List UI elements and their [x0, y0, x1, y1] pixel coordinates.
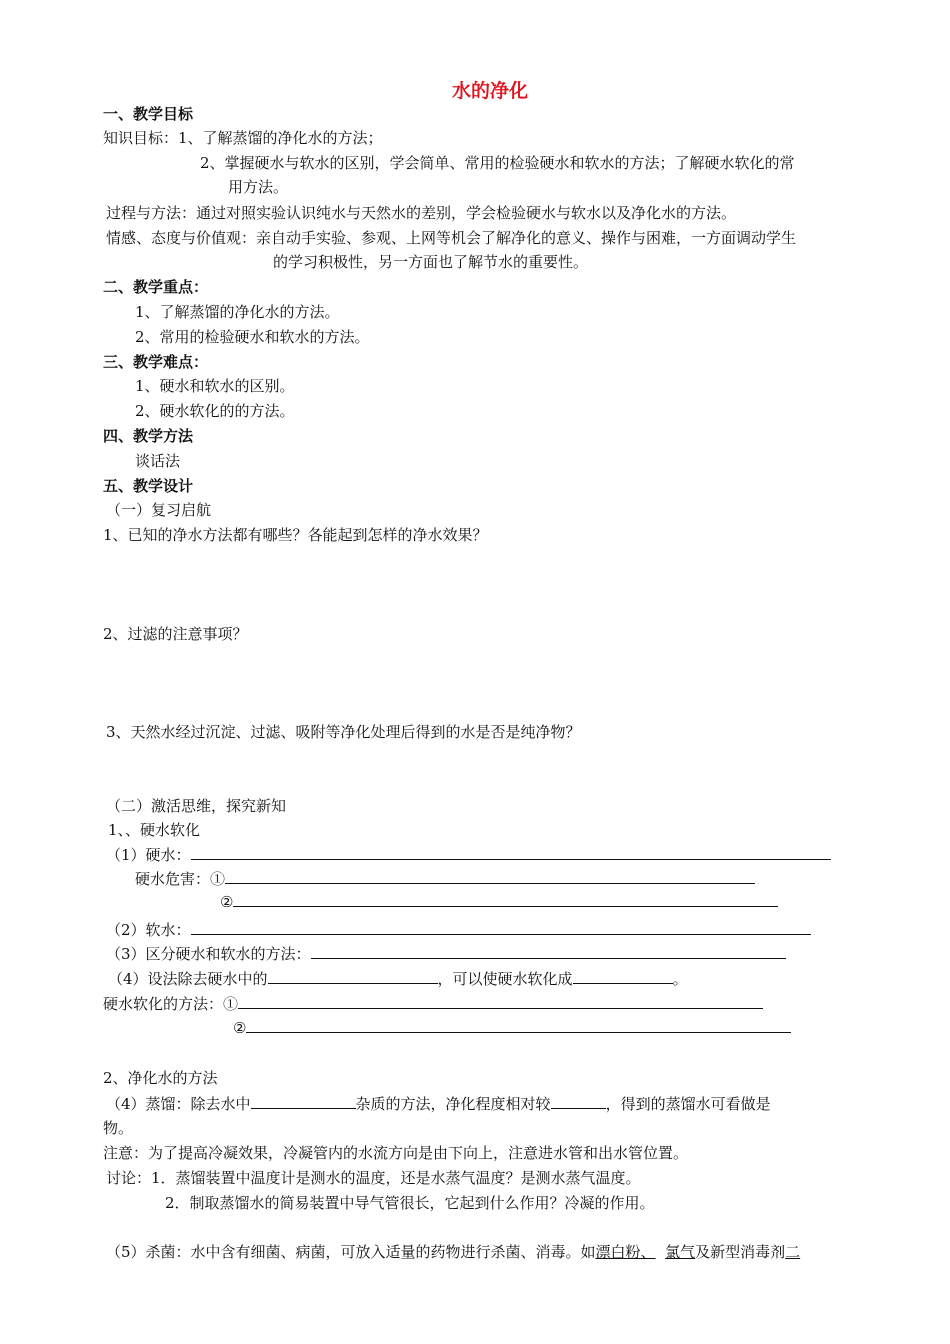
fill-label: （1）硬水： — [106, 846, 191, 864]
fill-label: ，可以使硬水软化成 — [437, 970, 573, 988]
section-heading: 四、教学方法 — [103, 427, 194, 445]
fill-row — [220, 892, 778, 912]
list-item: 2、常用的检验硬水和软水的方法。 — [135, 328, 370, 346]
answer-blank[interactable] — [233, 892, 778, 907]
answer-blank[interactable] — [238, 994, 763, 1009]
subsection-title: （二）激活思维，探究新知 — [106, 797, 287, 815]
fill-label: （4）蒸馏：除去水中 — [106, 1095, 251, 1113]
fill-label: （3）区分硬水和软水的方法： — [106, 945, 311, 963]
section-heading: 五、教学设计 — [103, 477, 194, 495]
subsection-title: （一）复习启航 — [106, 501, 212, 519]
underlined-answer: 漂白粉、 — [595, 1243, 656, 1261]
underlined-answer: 二 — [785, 1243, 801, 1261]
fill-row — [106, 944, 786, 964]
answer-blank[interactable] — [551, 1094, 606, 1109]
answer-blank[interactable] — [573, 969, 673, 984]
answer-blank[interactable] — [225, 869, 755, 884]
knowledge-goal — [103, 128, 383, 148]
answer-blank[interactable] — [191, 845, 831, 860]
goal-item: 1、了解蒸馏的净化水的方法； — [178, 129, 383, 147]
discussion: 2．制取蒸馏水的简易装置中导气管很长，它起到什么作用？冷凝的作用。 — [165, 1194, 655, 1212]
topic-title: 1、、硬水软化 — [108, 821, 201, 839]
answer-blank[interactable] — [251, 1094, 356, 1109]
question: 3、天然水经过沉淀、过滤、吸附等净化处理后得到的水是否是纯净物？ — [106, 723, 581, 741]
list-item: 谈话法 — [135, 452, 181, 470]
fill-label: 硬水危害：① — [135, 870, 226, 888]
emotion-goal-cont: 的学习积极性，另一方面也了解节水的重要性。 — [273, 253, 589, 271]
fill-row — [135, 869, 755, 889]
list-item: 2、硬水软化的的方法。 — [135, 402, 295, 420]
fill-row — [233, 1018, 791, 1038]
goal-item-cont: 用方法。 — [228, 178, 289, 196]
note: 注意：为了提高冷凝效果，冷凝管内的水流方向是由下向上，注意进水管和出水管位置。 — [103, 1144, 689, 1162]
list-item: 1、了解蒸馏的净化水的方法。 — [135, 303, 340, 321]
fill-row — [106, 920, 811, 940]
section-heading: 三、教学难点： — [103, 353, 209, 371]
fill-label: 硬水软化的方法：① — [103, 995, 239, 1013]
fill-row-cont: 物。 — [103, 1119, 134, 1137]
fill-label: （5）杀菌：水中含有细菌、病菌，可放入适量的药物进行杀菌、消毒。如 — [106, 1243, 596, 1261]
page-title: 水的净化 — [451, 80, 528, 102]
fill-row — [106, 1094, 771, 1114]
section-heading: 一、教学目标 — [103, 105, 194, 123]
fill-label: ② — [233, 1019, 247, 1037]
answer-blank[interactable] — [311, 944, 786, 959]
fill-label: （4）设法除去硬水中的 — [108, 970, 268, 988]
section-heading: 二、教学重点： — [103, 278, 209, 296]
fill-row — [106, 845, 831, 865]
fill-label: 。 — [672, 970, 688, 988]
fill-label: （2）软水： — [106, 921, 191, 939]
fill-label: ② — [220, 893, 234, 911]
question: 1、已知的净水方法都有哪些？各能起到怎样的净水效果？ — [103, 526, 488, 544]
underlined-answer: 氯气 — [665, 1243, 696, 1261]
emotion-goal: 情感、态度与价值观：亲自动手实验、参观、上网等机会了解净化的意义、操作与困难，一方面调动学生 — [106, 229, 797, 247]
knowledge-label: 知识目标： — [103, 129, 179, 147]
fill-label: 及新型消毒剂 — [695, 1243, 786, 1261]
answer-blank[interactable] — [246, 1018, 791, 1033]
question: 2、过滤的注意事项？ — [103, 625, 248, 643]
answer-blank[interactable] — [268, 969, 438, 984]
fill-row — [108, 969, 688, 989]
topic-title: 2、净化水的方法 — [103, 1069, 218, 1087]
answer-blank[interactable] — [191, 920, 811, 935]
discussion: 讨论：1．蒸馏装置中温度计是测水的温度，还是水蒸气温度？是测水蒸气温度。 — [106, 1169, 641, 1187]
fill-label: 杂质的方法，净化程度相对较 — [355, 1095, 551, 1113]
sterilize-row — [106, 1242, 800, 1262]
process-goal: 过程与方法：通过对照实验认识纯水与天然水的差别，学会检验硬水与软水以及净化水的方法。 — [106, 204, 737, 222]
list-item: 1、硬水和软水的区别。 — [135, 377, 295, 395]
fill-label: ，得到的蒸馏水可看做是 — [605, 1095, 771, 1113]
goal-item: 2、掌握硬水与软水的区别，学会简单、常用的检验硬水和软水的方法；了解硬水软化的常 — [200, 154, 795, 172]
fill-row — [103, 994, 763, 1014]
